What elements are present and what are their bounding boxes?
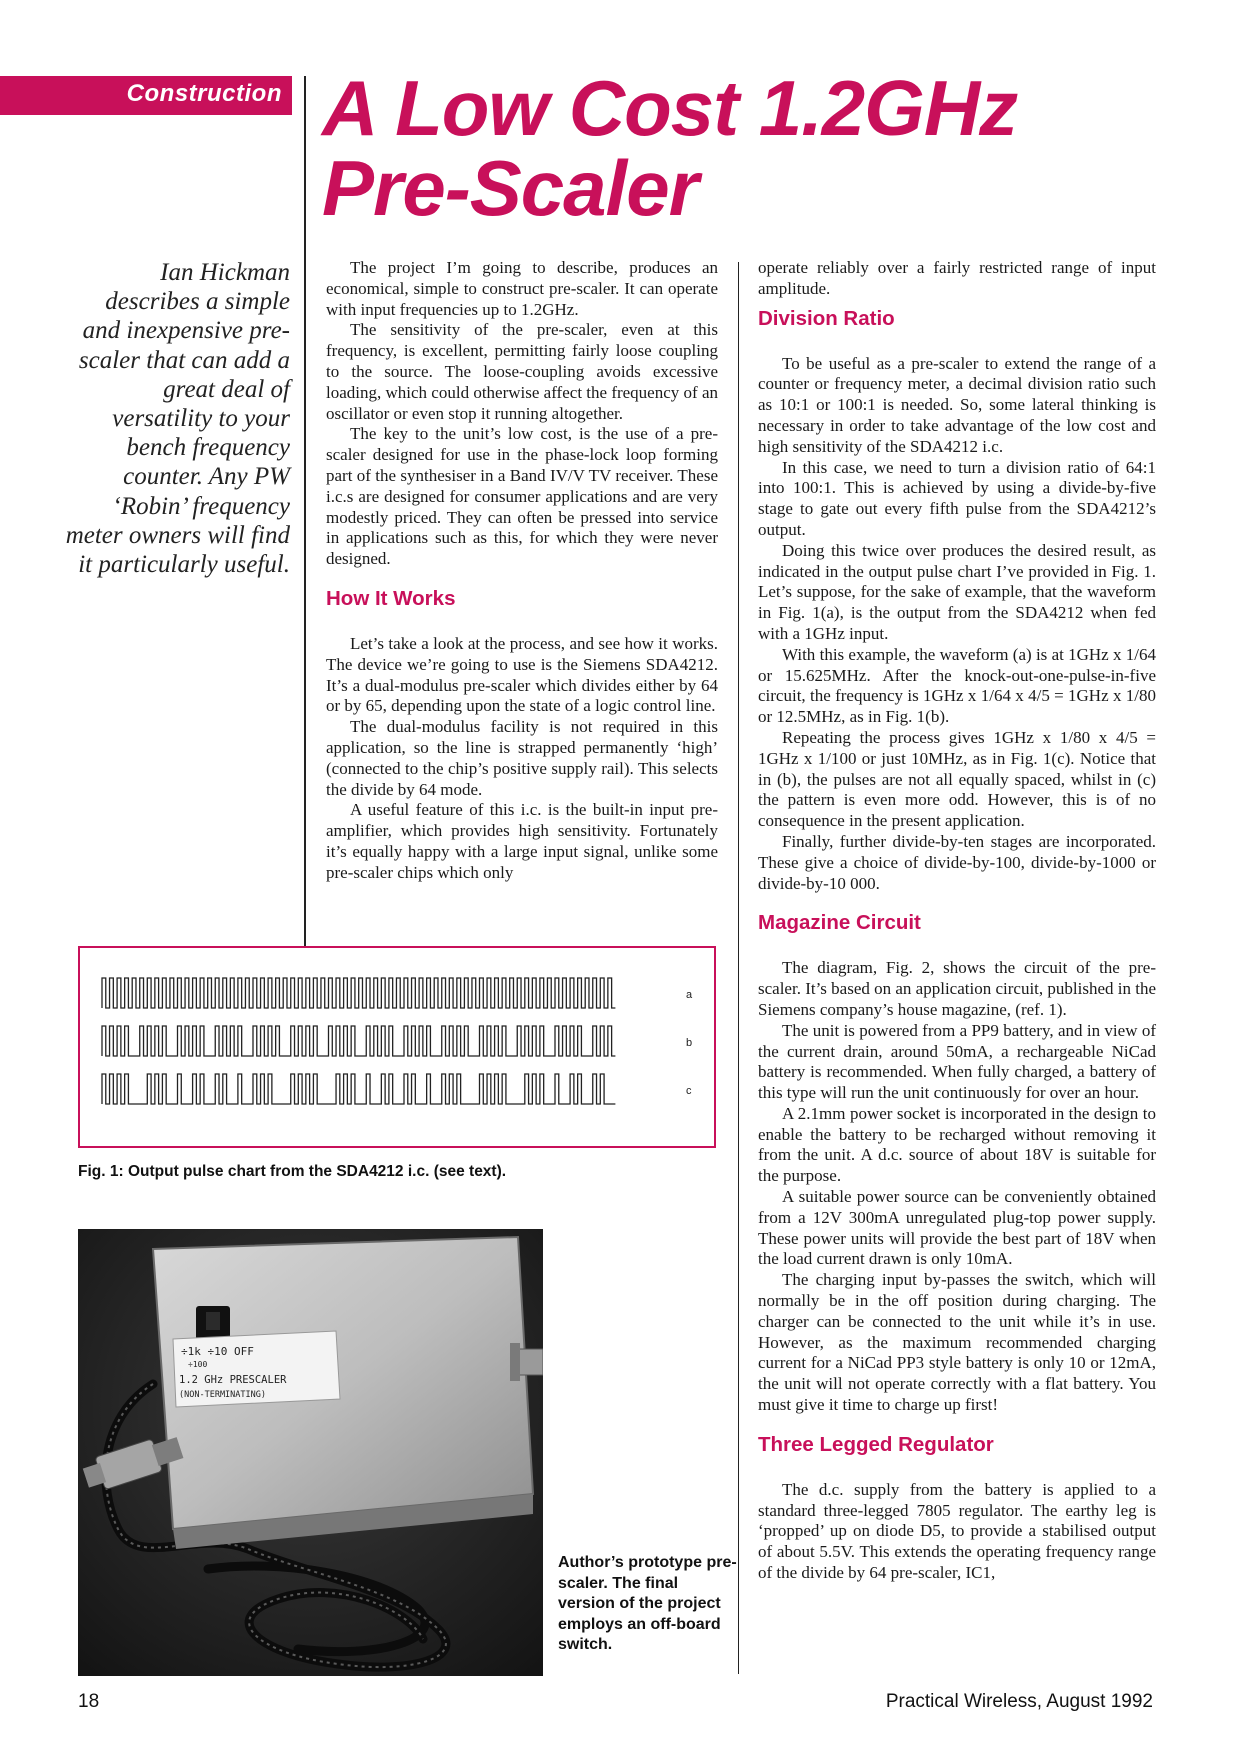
pulse-chart — [80, 948, 714, 1146]
photo-illustration — [78, 1229, 543, 1676]
publication-footer: Practical Wireless, August 1992 — [885, 1691, 1153, 1712]
section-heading: How It Works — [326, 586, 456, 610]
section-label: Construction — [126, 80, 282, 107]
column-rule — [738, 262, 739, 1674]
paragraph: Let’s take a look at the process, and see how it works. The device we’re going to use is the Siemens SDA4212. It’s a dual-modulus pre-scaler which divides either by 64 or by 65, depending upon the state of a logic control line. — [326, 633, 718, 716]
trace-label-c: c — [686, 1085, 692, 1097]
paragraph: The unit is powered from a PP9 battery, and in view of the current drain, around 50mA, a rechargeable NiCad battery is recommended. When fully charged, a battery of this type will run the unit continuously for over an hour. — [758, 1020, 1156, 1103]
bnc-connector-right — [510, 1343, 543, 1381]
section-banner — [0, 76, 292, 115]
paragraph: A 2.1mm power socket is incorporated in the design to enable the battery to be recharged without removing it from the unit. A d.c. source of about 18V is suitable for the purpose. — [758, 1103, 1156, 1186]
vertical-rule — [304, 76, 306, 948]
title-line-1: A Low Cost 1.2GHz — [322, 64, 1018, 152]
section-heading: Division Ratio — [758, 306, 895, 330]
paragraph: The d.c. supply from the battery is applied to a standard three-legged 7805 regulator. The earthy leg is ‘propped’ up on diode D5, to provide a stabilised output of about 5.5V. This extends the operating frequency range of the divide by 64 pre-scaler, IC1, — [758, 1479, 1156, 1583]
paragraph: The charging input by-passes the switch, which will normally be in the off position during charging. The charger can be connected to the unit while it’s in use. However, as the maximum recommended charging current for a NiCad PP3 style battery is only 10 or 12mA, the unit will not operate correctly with a flat battery. You must give it time to charge up first! — [758, 1270, 1156, 1415]
paragraph: The dual-modulus facility is not required in this application, so the line is strapped permanently ‘high’ (connected to the chip’s positive supply rail). This selects the divide by 64 mode. — [326, 717, 718, 799]
pulse-trace-c — [102, 1074, 615, 1104]
paragraph: The project I’m going to describe, produces an economical, simple to construct pre-scaler. It can operate with input frequencies up to 1.2GHz. — [326, 258, 718, 319]
paragraph: operate reliably over a fairly restricted range of input amplitude. — [758, 258, 1156, 298]
standfirst: Ian Hickman describes a simple and inexpensive pre-scaler that can add a great deal of versatility to your bench frequency counter. Any PW ‘Robin’ frequency meter owners will find it particularly useful. — [65, 259, 290, 579]
pulse-chart-figure — [78, 946, 716, 1148]
paragraph: Doing this twice over produces the desired result, as indicated in the output pulse chart I’ve provided in Fig. 1. Let’s suppose, for the sake of example, that the waveform in Fig. 1(a), is the output from the SDA4212 when fed with a 1GHz input. — [758, 540, 1156, 643]
paragraph: To be useful as a pre-scaler to extend the range of a counter or frequency meter, a decimal division ratio such as 10:1 or 100:1 is needed. So, some lateral thinking is necessary in order to take advantage of the low cost and high sensitivity of the SDA4212 i.c. — [758, 353, 1156, 456]
photo-caption: Author’s prototype pre-scaler. The final version of the project employs an off-board switch. — [558, 1554, 737, 1653]
figure-caption: Fig. 1: Output pulse chart from the SDA4212 i.c. (see text). — [78, 1163, 507, 1180]
paragraph: The sensitivity of the pre-scaler, even at this frequency, is excellent, permitting fairly loose coupling to the source. The loose-coupling avoids excessive loading, which could otherwise affect the frequency of an oscillator or even stop it running altogether. — [326, 320, 718, 423]
pulse-trace-a — [102, 978, 615, 1008]
label-text-2: ÷100 — [188, 1360, 208, 1369]
paragraph: The diagram, Fig. 2, shows the circuit of the pre-scaler. It’s based on an application circuit, published in the Siemens company’s house magazine, (ref. 1). — [758, 958, 1156, 1019]
page-number: 18 — [78, 1691, 100, 1712]
article-title — [322, 64, 1222, 232]
section-heading: Magazine Circuit — [758, 911, 921, 935]
paragraph: In this case, we need to turn a division ratio of 64:1 into 100:1. This is achieved by using a divide-by-five stage to gate out every fifth pulse from the SDA4212’s output. — [758, 457, 1156, 539]
title-line-2: Pre-Scaler — [322, 144, 698, 232]
pulse-trace-b — [102, 1026, 615, 1056]
paragraph: Repeating the process gives 1GHz x 1/80 x 4/5 = 1GHz x 1/100 or just 10MHz, as in Fig. 1(c). Notice that in (b), the pulses are not all equally spaced, whilst in (c) the pattern is even more odd. However, this is of no consequence in the present application. — [758, 727, 1156, 831]
paragraph: The key to the unit’s low cost, is the use of a pre-scaler designed for use in the phase-lock loop forming part of the synthesiser in a Band IV/V TV receiver. These i.c.s are designed for consumer applications and are very modestly priced. They can often be pressed into service in applications such as this, for which they were never designed. — [326, 424, 718, 569]
paragraph: A suitable power source can be conveniently obtained from a 12V 300mA unregulated plug-top power supply. These power units will provide the best part of 18V when the load current drawn is only 10mA. — [758, 1187, 1156, 1269]
trace-label-a: a — [686, 989, 693, 1001]
body-column-1 — [326, 258, 718, 884]
prototype-photo — [78, 1229, 543, 1676]
trace-label-b: b — [686, 1037, 693, 1049]
section-heading: Three Legged Regulator — [758, 1432, 994, 1456]
label-text-4: (NON-TERMINATING) — [179, 1390, 266, 1400]
paragraph: A useful feature of this i.c. is the built-in input pre-amplifier, which provides high sensitivity. Fortunately it’s equally happy with a large input signal, unlike some pre-scaler chips which only — [326, 800, 718, 882]
body-column-2 — [758, 258, 1156, 1584]
label-text-3: 1.2 GHz PRESCALER — [179, 1374, 287, 1386]
paragraph: Finally, further divide-by-ten stages are incorporated. These give a choice of divide-by-100, divide-by-1000 or divide-by-10 000. — [758, 831, 1156, 893]
label-text-1: ÷1k ÷10 OFF — [181, 1345, 254, 1358]
paragraph: With this example, the waveform (a) is at 1GHz x 1/64 or 15.625MHz. After the knock-out-one-pulse-in-five circuit, the frequency is 1GHz x 1/64 x 4/5 = 1GHz x 1/80 or 12.5MHz, as in Fig. 1(b). — [758, 644, 1156, 727]
